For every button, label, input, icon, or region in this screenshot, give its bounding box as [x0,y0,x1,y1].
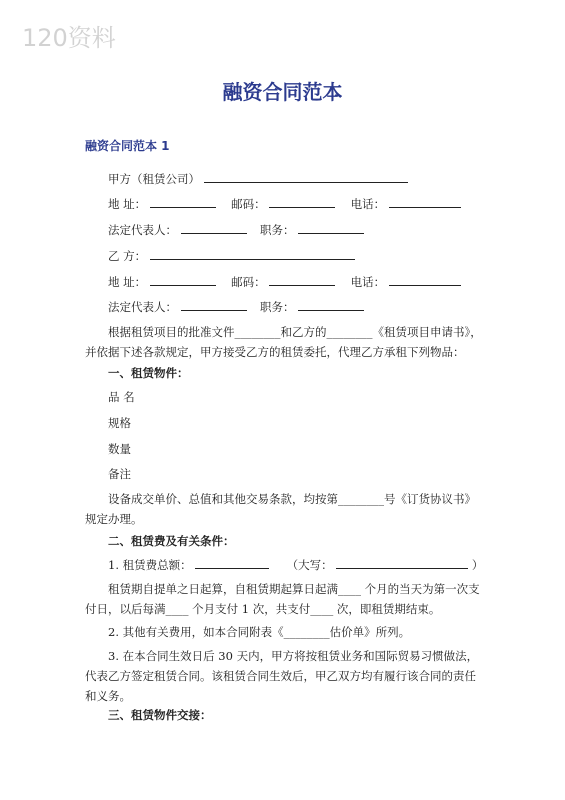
phone-label: 电话： [350,197,386,211]
document-title: 融资合同范本 [222,80,343,104]
item-spec-label: 规格 [108,416,131,430]
fee-upper-blank [336,557,468,569]
address-row-b [108,274,461,290]
other-fees-paragraph: 2. 其他有关费用，如本合同附表《________估价单》所列。 [108,625,411,639]
section-title: 融资合同范本 1 [85,139,170,153]
party-a-label: 甲方（租赁公司） [108,172,200,186]
party-b-line [108,248,355,264]
postcode-label: 邮码： [231,275,266,289]
fee-upper-label: （大写： [286,558,333,572]
postcode-label: 邮码： [231,197,266,211]
party-b-blank [150,248,355,260]
party-a-blank [204,171,408,183]
legal-rep-label: 法定代表人： [108,300,177,314]
legal-rep-blank [181,222,247,234]
heading-lease-items: 一、租赁物件： [108,366,189,380]
effective-paragraph: 3. 在本合同生效日后 30 天内，甲方将按租赁业务和国际贸易习惯做法，代表乙方签定租赁合同。该租赁合同生效后，甲乙双方均有履行该合同的责任和义务。 [85,649,479,703]
address-label: 地 址： [108,275,147,289]
address-blank [150,274,216,286]
position-label: 职务： [259,223,295,237]
position-blank [298,222,364,234]
phone-label: 电话： [350,275,386,289]
item-name-label: 品 名 [108,390,135,404]
fee-total-label: 1. 租赁费总额： [108,558,192,572]
deal-paragraph: 设备成交单价、总值和其他交易条款，均按第________号《订货协议书》规定办理。 [85,492,476,526]
legal-rep-row-b [108,299,364,315]
legal-rep-row-a [108,222,364,238]
legal-rep-blank [181,299,247,311]
position-label: 职务： [259,300,295,314]
address-blank [150,196,216,208]
fee-total-line [108,557,483,573]
party-a-line [108,171,408,187]
intro-paragraph: 根据租赁项目的批准文件________和乙方的________《租赁项目申请书》，并依据下述各款规定，甲方接受乙方的租赁委托，代理乙方承租下列物品： [85,325,482,359]
legal-rep-label: 法定代表人： [108,223,177,237]
heading-lease-handover: 三、租赁物件交接： [108,708,212,722]
address-row-a [108,196,461,212]
item-qty-label: 数量 [108,442,131,456]
item-note-label: 备注 [108,467,131,481]
phone-blank [389,196,461,208]
postcode-blank [269,274,335,286]
period-paragraph: 租赁期自提单之日起算，自租赁期起算日起满____ 个月的当天为第一次支付日，以后每满____ 个月支付 1 次，共支付____ 次，即租赁期结束。 [85,582,480,616]
watermark: 120资料 [22,24,116,52]
address-label: 地 址： [108,197,147,211]
phone-blank [389,274,461,286]
fee-total-blank [195,557,269,569]
heading-lease-fees: 二、租赁费及有关条件： [108,534,235,548]
party-b-label: 乙 方： [108,249,147,263]
position-blank [298,299,364,311]
fee-close-label: ） [471,558,484,572]
postcode-blank [269,196,335,208]
